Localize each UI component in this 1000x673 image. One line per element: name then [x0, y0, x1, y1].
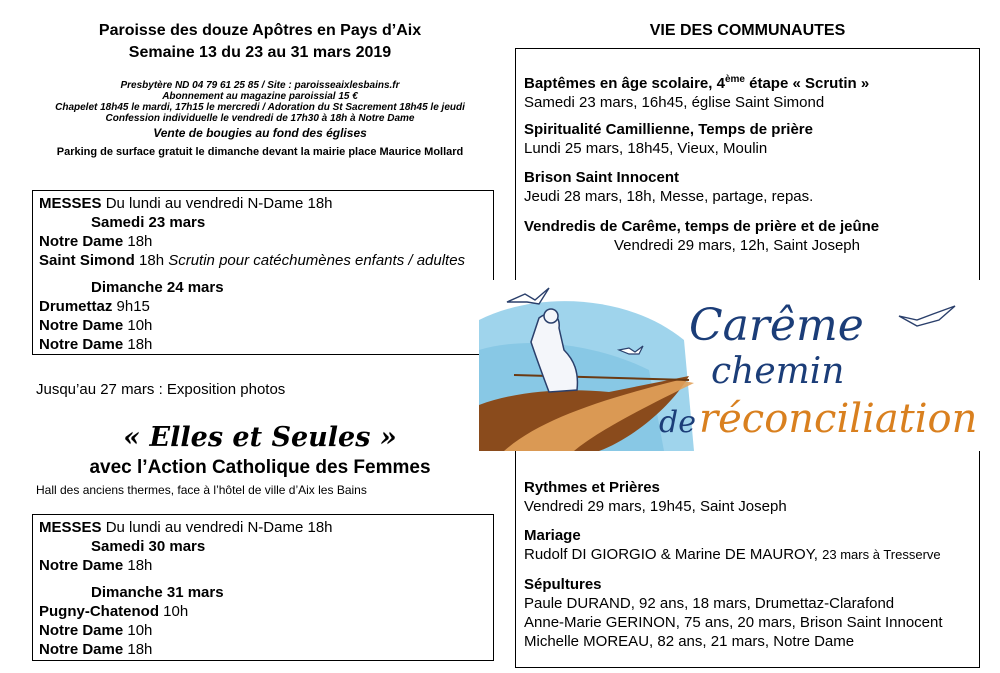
rythmes-section	[524, 478, 974, 516]
careme-banner-art	[479, 280, 988, 451]
vie-communautes-title: VIE DES COMMUNAUTES	[649, 22, 846, 39]
mass-time: 10h	[127, 622, 153, 639]
sunday-title: Dimanche 24 mars	[91, 279, 224, 296]
mariage-title: Mariage	[524, 527, 581, 544]
bapteme-title-a: Baptêmes en âge scolaire, 4	[524, 75, 725, 92]
mass-place: Notre Dame	[39, 557, 124, 574]
mariage-section	[524, 526, 974, 564]
saturday-title: Samedi 30 mars	[91, 538, 206, 555]
acf-subtitle: avec l’Action Catholique des Femmes	[89, 457, 431, 478]
presbytere-line: Presbytère ND 04 79 61 25 85 / Site : paroisseaixlesbains.fr	[120, 80, 400, 91]
spiritualite-section	[524, 120, 974, 158]
careme-banner	[479, 280, 988, 451]
brison-title: Brison Saint Innocent	[524, 169, 680, 186]
sepultures-title: Sépultures	[524, 576, 602, 593]
sunday-title: Dimanche 31 mars	[91, 584, 224, 601]
mass-row	[39, 316, 487, 335]
banner-de: de	[659, 405, 696, 440]
parking-line: Parking de surface gratuit le dimanche devant la mairie place Maurice Mollard	[56, 146, 464, 158]
mass-time: 18h	[127, 233, 153, 250]
saturday-title: Samedi 23 mars	[91, 214, 206, 231]
mass-place: Notre Dame	[39, 336, 124, 353]
rythmes-title: Rythmes et Prières	[524, 479, 660, 496]
mass-time: 18h	[139, 252, 165, 269]
elles-et-seules-title: « Elles et Seules »	[123, 422, 397, 453]
mass-place: Notre Dame	[39, 233, 124, 250]
confession-line: Confession individuelle le vendredi de 17h30 à 18h à Notre Dame	[105, 113, 415, 124]
sepultures-section	[524, 575, 974, 651]
bougies-line: Vente de bougies au fond des églises	[153, 126, 367, 140]
bapteme-title-b: étape « Scrutin »	[744, 75, 870, 92]
mass-place: Drumettaz	[39, 298, 113, 315]
brison-section	[524, 168, 974, 206]
week-title: Semaine 13 du 23 au 31 mars 2019	[128, 44, 392, 61]
mariage-detail	[524, 545, 974, 564]
abonnement-line: Abonnement au magazine paroissial 15 €	[162, 91, 358, 102]
messes-weekday: Du lundi au vendredi N-Dame 18h	[105, 195, 333, 212]
parish-header	[40, 20, 480, 64]
mass-time: 10h	[127, 317, 153, 334]
mass-time: 9h15	[116, 298, 150, 315]
bapteme-detail: Samedi 23 mars, 16h45, église Saint Simond	[524, 94, 825, 111]
sepulture-entry: Paule DURAND, 92 ans, 18 mars, Drumettaz-Clarafond	[524, 595, 895, 612]
banner-chemin: chemin	[711, 351, 845, 392]
mariage-date: 23 mars à Tresserve	[822, 547, 941, 562]
mass-row	[39, 251, 487, 270]
messes-box-week13	[32, 190, 494, 355]
banner-reconciliation: réconciliation	[699, 396, 978, 442]
messes-weekday-line	[39, 518, 487, 537]
exposition-note: Jusqu’au 27 mars : Exposition photos	[36, 381, 286, 398]
mass-row	[39, 232, 487, 251]
spiritualite-detail: Lundi 25 mars, 18h45, Vieux, Moulin	[524, 140, 768, 157]
brison-detail: Jeudi 28 mars, 18h, Messe, partage, repas.	[524, 188, 814, 205]
vendredis-title: Vendredis de Carême, temps de prière et de jeûne	[524, 218, 880, 235]
messes-weekday: Du lundi au vendredi N-Dame 18h	[105, 519, 333, 536]
mass-place: Saint Simond	[39, 252, 135, 269]
parish-info	[30, 80, 490, 159]
mass-row	[39, 621, 487, 640]
mass-time: 18h	[127, 557, 153, 574]
spiritualite-title: Spiritualité Camillienne, Temps de prière	[524, 121, 813, 138]
parish-name: Paroisse des douze Apôtres en Pays d’Aix	[98, 22, 422, 39]
mariage-names: Rudolf DI GIORGIO & Marine DE MAUROY,	[524, 546, 818, 563]
mass-row	[39, 640, 487, 659]
banner-careme: Carême	[689, 300, 864, 351]
rythmes-detail: Vendredi 29 mars, 19h45, Saint Joseph	[524, 498, 787, 515]
mass-note: Scrutin pour catéchumènes enfants / adultes	[168, 252, 466, 269]
mass-place: Notre Dame	[39, 641, 124, 658]
sepulture-entry: Anne-Marie GERINON, 75 ans, 20 mars, Brison Saint Innocent	[524, 614, 943, 631]
bapteme-title-sup: ème	[724, 74, 745, 85]
mass-place: Pugny-Chatenod	[39, 603, 159, 620]
messes-weekday-line	[39, 194, 487, 213]
mass-row	[39, 556, 487, 575]
mass-time: 18h	[127, 336, 153, 353]
messes-label: MESSES	[39, 519, 102, 536]
mass-place: Notre Dame	[39, 622, 124, 639]
mass-time: 10h	[163, 603, 189, 620]
mass-row	[39, 335, 487, 354]
messes-label: MESSES	[39, 195, 102, 212]
sepulture-entry: Michelle MOREAU, 82 ans, 21 mars, Notre Dame	[524, 633, 855, 650]
mass-time: 18h	[127, 641, 153, 658]
exhibition-location: Hall des anciens thermes, face à l’hôtel de ville d’Aix les Bains	[36, 483, 367, 497]
bapteme-section	[524, 70, 974, 112]
vendredis-detail: Vendredi 29 mars, 12h, Saint Joseph	[614, 237, 860, 254]
messes-box-week14	[32, 514, 494, 661]
bapteme-title	[524, 70, 974, 93]
mass-row	[39, 602, 487, 621]
vendredis-section	[524, 217, 974, 255]
chapelet-line: Chapelet 18h45 le mardi, 17h15 le mercredi / Adoration du St Sacrement 18h45 le jeudi	[55, 102, 465, 113]
mass-place: Notre Dame	[39, 317, 124, 334]
mass-row	[39, 297, 487, 316]
